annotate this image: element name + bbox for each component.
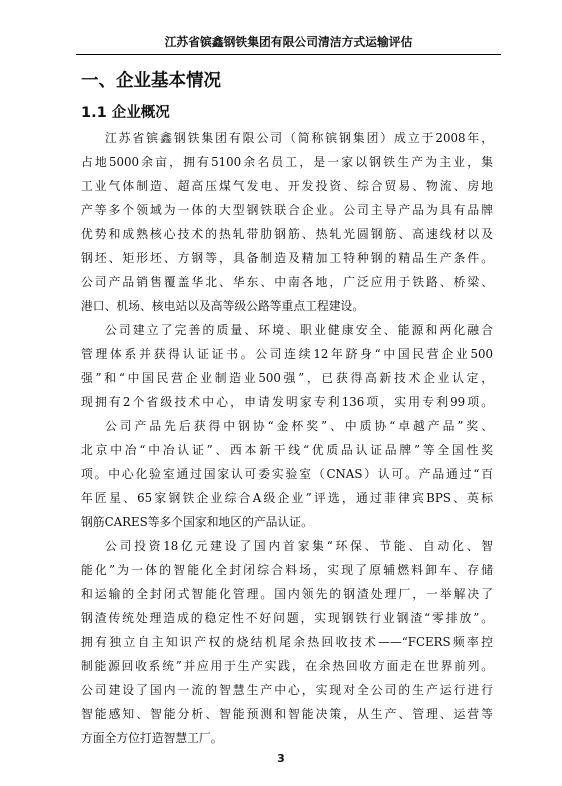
- running-header: 江苏省镔鑫钢铁集团有限公司清洁方式运输评估: [164, 35, 413, 49]
- paragraph-line: 方面全方位打造智慧工厂。: [81, 731, 223, 745]
- paragraph-line: 公司建立了完善的质量、环境、职业健康安全、能源和两化融合: [105, 323, 493, 337]
- paragraph-line: 占地5000余亩，拥有5100余名员工，是一家以钢铁生产为主业，集: [81, 155, 493, 169]
- paragraph-line: 智能感知、智能分析、智能预测和智能决策，从生产、管理、运营等: [81, 707, 493, 721]
- paragraph-line: 江苏省镔鑫钢铁集团有限公司（简称镔钢集团）成立于2008年，: [105, 131, 493, 145]
- paragraph-line: 北京中冶“中冶认证”、西本新干线“优质品认证品牌”等全国性奖: [81, 443, 493, 457]
- paragraph-line: 公司投资18亿元建设了国内首家集“环保、节能、自动化、智: [105, 539, 493, 553]
- paragraph-line: 钢坯、矩形坯、方钢等，具备制造及精加工特种钢的精品生产条件。: [81, 251, 493, 265]
- paragraph-line: 能化”为一体的智能化全封闭综合料场，实现了原辅燃料卸车、存储: [81, 563, 493, 577]
- paragraph-line: 优势和成熟核心技术的热轧带肋钢筋、热轧光圆钢筋、高速线材以及: [81, 227, 493, 241]
- paragraph-line: 现拥有2个省级技术中心，申请发明家专利136项，实用专利99项。: [81, 395, 493, 409]
- paragraph-line: 钢渣传统处理造成的稳定性不好问题，实现钢铁行业钢渣“零排放”。: [81, 611, 493, 625]
- paragraph-line: 管理体系并获得认证证书。公司连续12年跻身“中国民营企业500: [81, 347, 493, 361]
- section-heading: 一、企业基本情况: [81, 71, 221, 91]
- paragraph-line: 工业气体制造、超高压煤气发电、开发投资、综合贸易、物流、房地: [81, 179, 493, 193]
- paragraph-line: 产等多个领域为一体的大型钢铁联合企业。公司主导产品为具有品牌: [81, 203, 493, 217]
- paragraph-line: 公司建设了国内一流的智慧生产中心，实现对全公司的生产运行进行: [81, 683, 493, 697]
- paragraph-line: 制能源回收系统”并应用于生产实践，在余热回收方面走在世界前列。: [81, 659, 493, 673]
- paragraph-line: 年匠星、65家钢铁企业综合A级企业”评选，通过菲律宾BPS、英标: [81, 491, 493, 505]
- page-number: 3: [277, 752, 285, 765]
- paragraph-line: 和运输的全封闭式智能化管理。国内领先的钢渣处理厂，一举解决了: [81, 587, 493, 601]
- subsection-heading: 1.1 企业概况: [81, 105, 170, 121]
- header-rule: [76, 54, 501, 55]
- paragraph-line: 强”和“中国民营企业制造业500强”，已获得高新技术企业认定，: [81, 371, 493, 385]
- paragraph-line: 钢筋CARES等多个国家和地区的产品认证。: [81, 515, 313, 529]
- paragraph-line: 公司产品先后获得中钢协“金杯奖”、中质协“卓越产品”奖、: [105, 419, 493, 433]
- paragraph-line: 项。中心化验室通过国家认可委实验室（CNAS）认可。产品通过“百: [81, 467, 493, 481]
- paragraph-line: 公司产品销售覆盖华北、华东、中南各地，广泛应用于铁路、桥梁、: [81, 275, 493, 289]
- paragraph-line: 港口、机场、核电站以及高等级公路等重点工程建设。: [81, 299, 365, 313]
- paragraph-line: 拥有独立自主知识产权的烧结机尾余热回收技术——“FCERS频率控: [81, 635, 493, 649]
